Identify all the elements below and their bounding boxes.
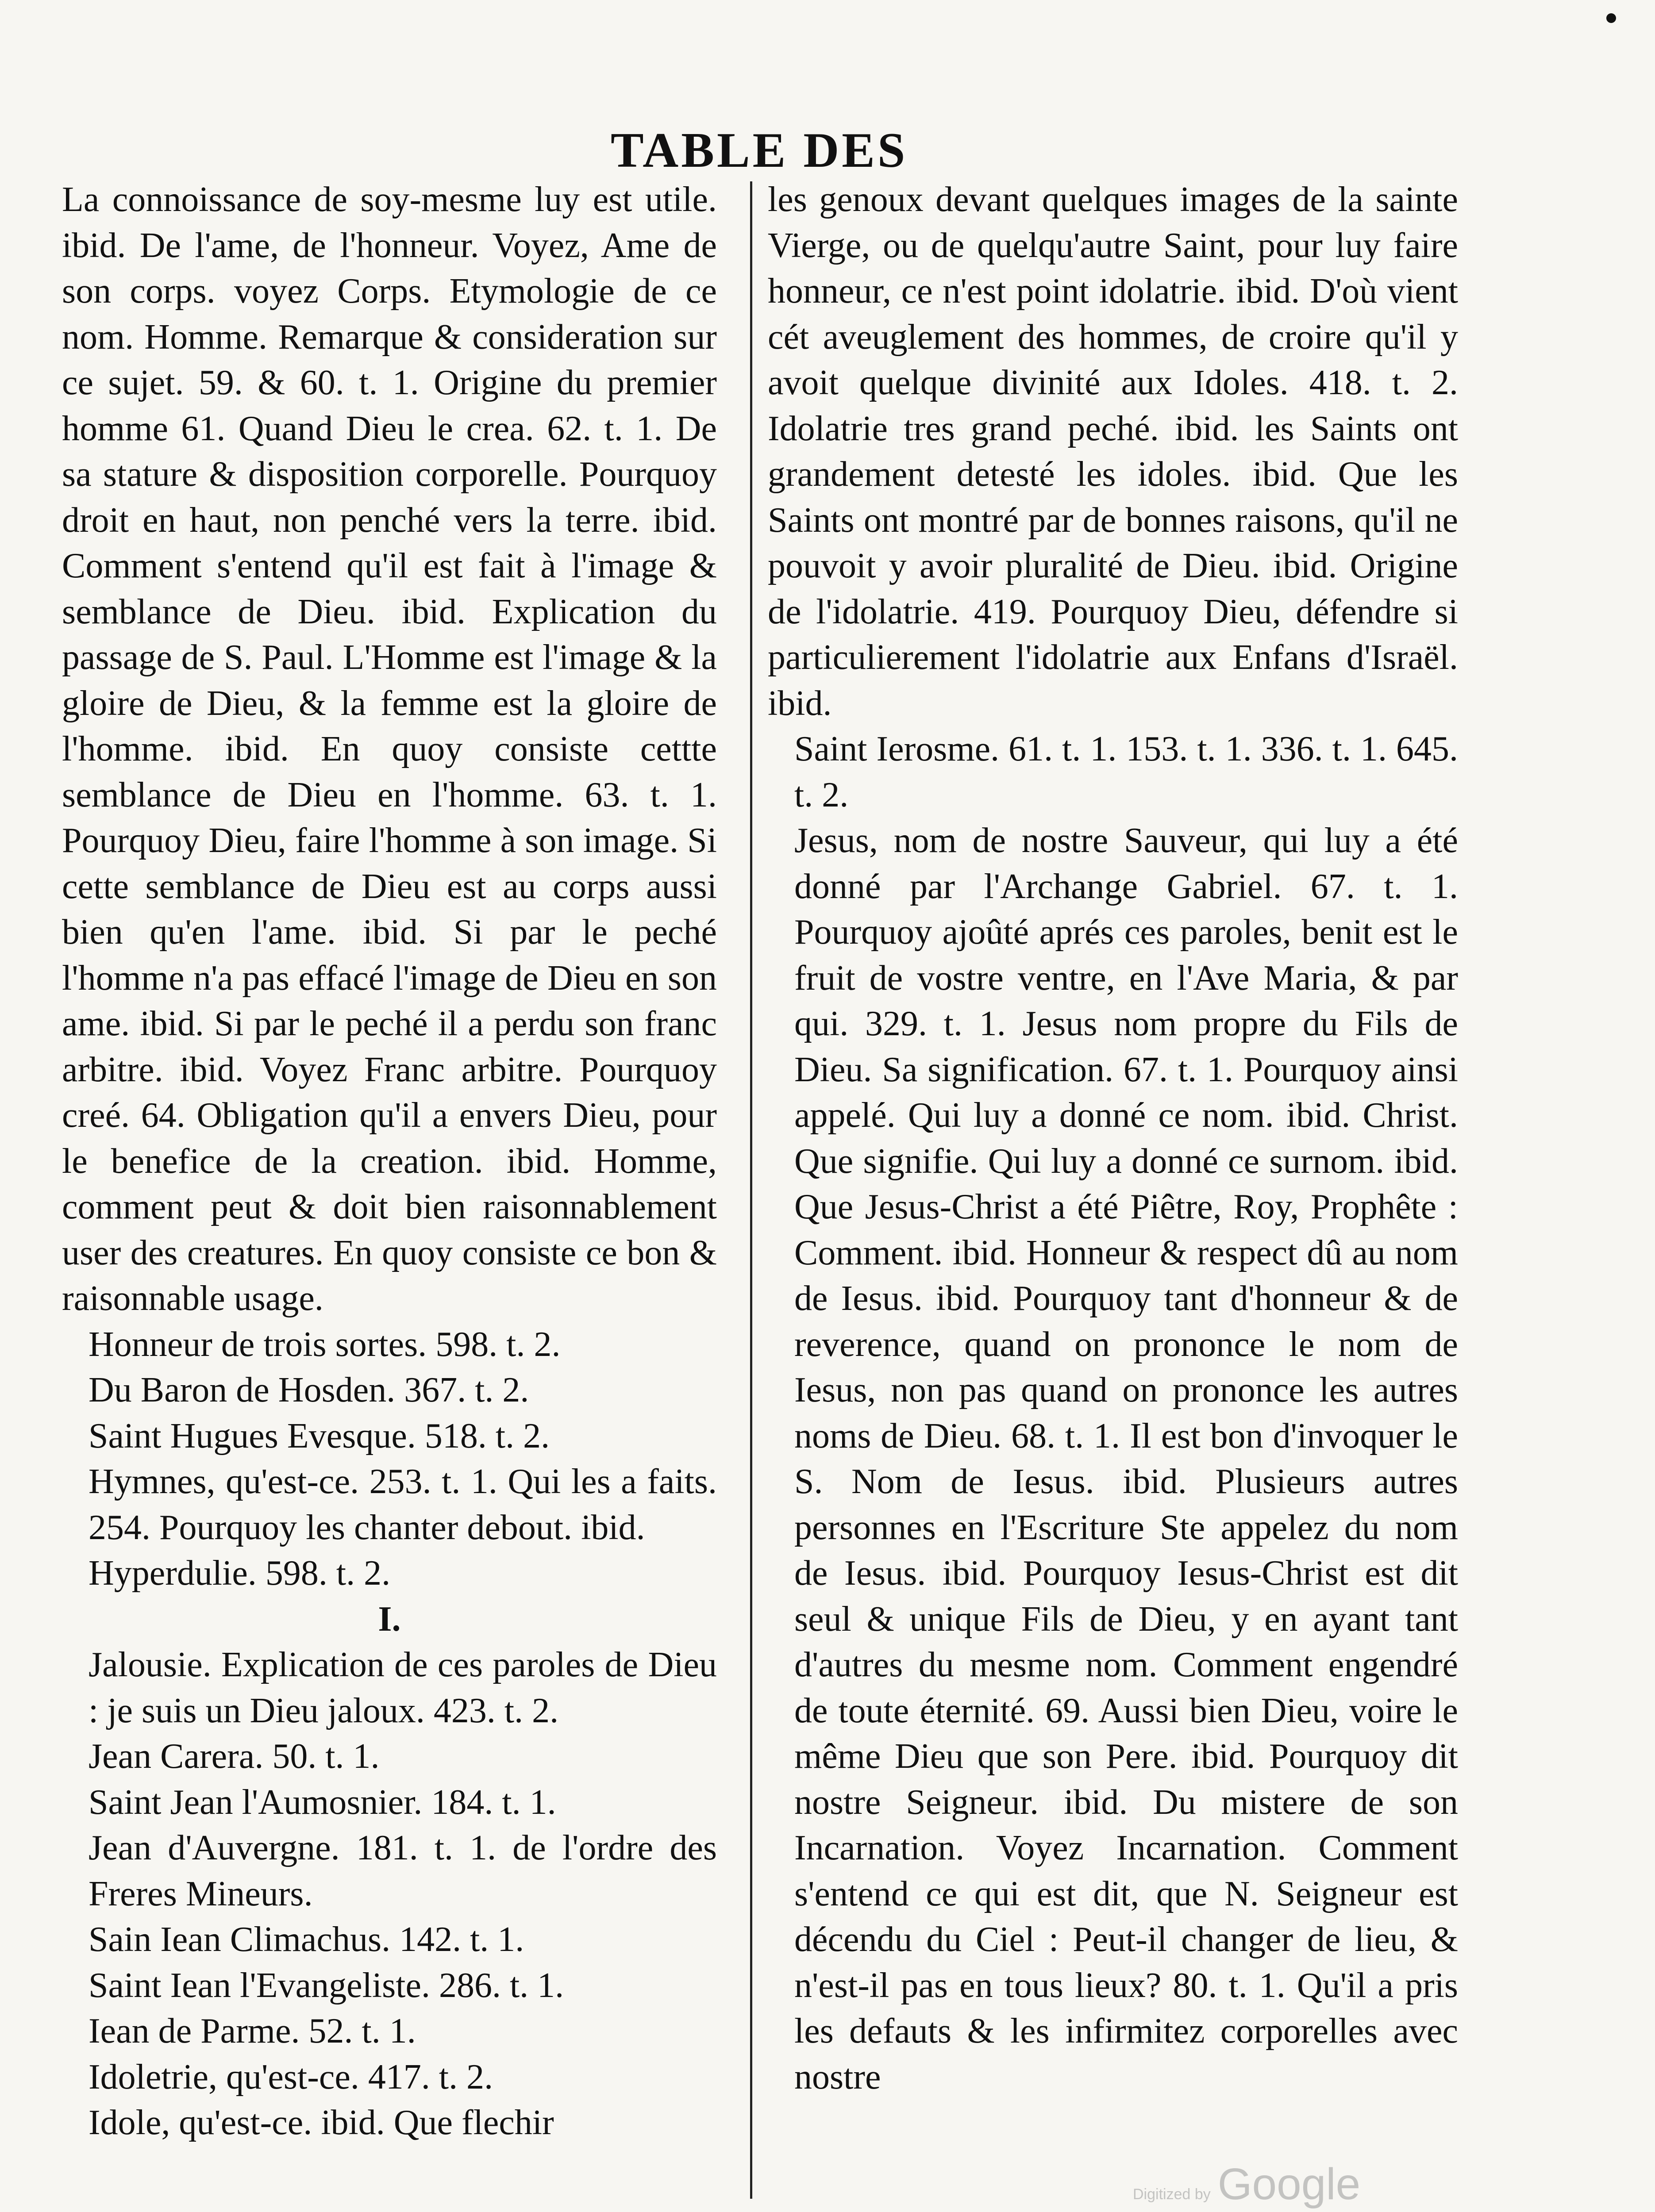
- watermark-prefix: Digitized by: [1133, 2186, 1211, 2203]
- index-entry: Idole, qu'est-ce. ibid. Que flechir: [89, 2103, 554, 2142]
- index-entry: La connoissance de soy-mesme luy est utile. ibid. De l'ame, de l'honneur. Voyez, Ame de son corps. voyez Corps. Etymologie de ce nom. Homme. Remarque & consideration sur ce sujet. 59. & 60. t. 1. Origine du premier homme 61. Quand Dieu le crea. 62. t. 1. De sa stature & disposition corporelle. Pourquoy droit en haut, non penché vers la terre. ibid. Comment s'entend qu'il est fait à l'image & semblance de Dieu. ibid. Explication du passage de S. Paul. L'Homme est l'image & la gloire de Dieu, & la femme est la gloire de l'homme. ibid. En quoy consiste cettte semblance de Dieu en l'homme. 63. t. 1. Pourquoy Dieu, faire l'homme à son image. Si cette semblance de Dieu est au corps aussi bien qu'en l'ame. ibid. Si par le peché l'homme n'a pas effacé l'image de Dieu en son ame. ibid. Si par le peché il a perdu son franc arbitre. ibid. Voyez Franc arbitre. Pourquoy creé. 64. Obligation qu'il a envers Dieu, pour le benefice de la creation. ibid. Homme, comment peut & doit bien raisonnablement user des creatures. En quoy consiste ce bon & raisonnable usage.: [62, 180, 717, 1318]
- index-entry: Iean de Parme. 52. t. 1.: [89, 2012, 416, 2051]
- page-header: TABLE DES: [611, 124, 908, 177]
- index-entry: Saint Iean l'Evangeliste. 286. t. 1.: [89, 1966, 564, 2005]
- index-entry: Jesus, nom de nostre Sauveur, qui luy a été donné par l'Archange Gabriel. 67. t. 1. Pourquoy ajoûté aprés ces paroles, benit est le fruit de vostre ventre, en l'Ave Maria, & par qui. 329. t. 1. Jesus nom propre du Fils de Dieu. Sa signification. 67. t. 1. Pourquoy ainsi appelé. Qui luy a donné ce nom. ibid. Christ. Que signifie. Qui luy a donné ce surnom. ibid. Que Jesus-Christ a été Piêtre, Roy, Prophête : Comment. ibid. Honneur & respect dû au nom de Iesus. ibid. Pourquoy tant d'honneur & de reverence, quand on prononce le nom de Iesus, non pas quand on prononce les autres noms de Dieu. 68. t. 1. Il est bon d'invoquer le S. Nom de Iesus. ibid. Plusieurs autres personnes en l'Escriture Ste appelez du nom de Iesus. ibid. Pourquoy Iesus-Christ est dit seul & unique Fils de Dieu, y en ayant tant d'autres du mesme nom. Comment engendré de toute éternité. 69. Aussi bien Dieu, voire le même Dieu que son Pere. ibid. Pourquoy dit nostre Seigneur. ibid. Du mistere de son Incarnation. Voyez Incarnation. Comment s'entend ce qui est dit, que N. Seigneur est décendu du Ciel : Peut-il changer de lieu, & n'est-il pas en tous lieux? 80. t. 1. Qu'il a pris les defauts & les infirmitez corporelles avec nostre: [794, 821, 1458, 2097]
- index-entry: Idoletrie, qu'est-ce. 417. t. 2.: [89, 2057, 493, 2097]
- index-entry: Saint Hugues Evesque. 518. t. 2.: [89, 1416, 550, 1455]
- index-entry: les genoux devant quelques images de la sainte Vierge, ou de quelqu'autre Saint, pour luy faire honneur, ce n'est point idolatrie. ibid. D'où vient cét aveuglement des hommes, de croire qu'il y avoit quelque divinité aux Idoles. 418. t. 2. Idolatrie tres grand peché. ibid. les Saints ont grandement detesté les idoles. ibid. Que les Saints ont montré par de bonnes raisons, qu'il ne pouvoit y avoir pluralité de Dieu. ibid. Origine de l'idolatrie. 419. Pourquoy Dieu, défendre si particulierement l'idolatrie aux Enfans d'Israël. ibid.: [768, 180, 1458, 723]
- index-entry: Honneur de trois sortes. 598. t. 2.: [89, 1325, 561, 1364]
- index-entry: Du Baron de Hosden. 367. t. 2.: [89, 1371, 529, 1409]
- section-letter-heading: I.: [378, 1599, 401, 1639]
- ink-spot: [1606, 13, 1616, 23]
- right-column: [768, 177, 1458, 2100]
- index-entry: Saint Ierosme. 61. t. 1. 153. t. 1. 336. t. 1. 645. t. 2.: [794, 730, 1458, 814]
- left-column: [62, 177, 717, 2146]
- index-entry: Hyperdulie. 598. t. 2.: [89, 1554, 391, 1593]
- watermark: [1133, 2159, 1360, 2210]
- index-entry: Jean d'Auvergne. 181. t. 1. de l'ordre des Freres Mineurs.: [89, 1828, 717, 1913]
- index-entry: Hymnes, qu'est-ce. 253. t. 1. Qui les a faits. 254. Pourquoy les chanter debout. ibid.: [89, 1462, 717, 1547]
- column-divider: [750, 181, 752, 2199]
- watermark-brand: Google: [1217, 2159, 1361, 2209]
- index-entry: Sain Iean Climachus. 142. t. 1.: [89, 1920, 524, 1959]
- index-entry: Jean Carera. 50. t. 1.: [89, 1737, 380, 1776]
- index-entry: Jalousie. Explication de ces paroles de Dieu : je suis un Dieu jaloux. 423. t. 2.: [89, 1645, 717, 1730]
- index-entry: Saint Jean l'Aumosnier. 184. t. 1.: [89, 1782, 556, 1822]
